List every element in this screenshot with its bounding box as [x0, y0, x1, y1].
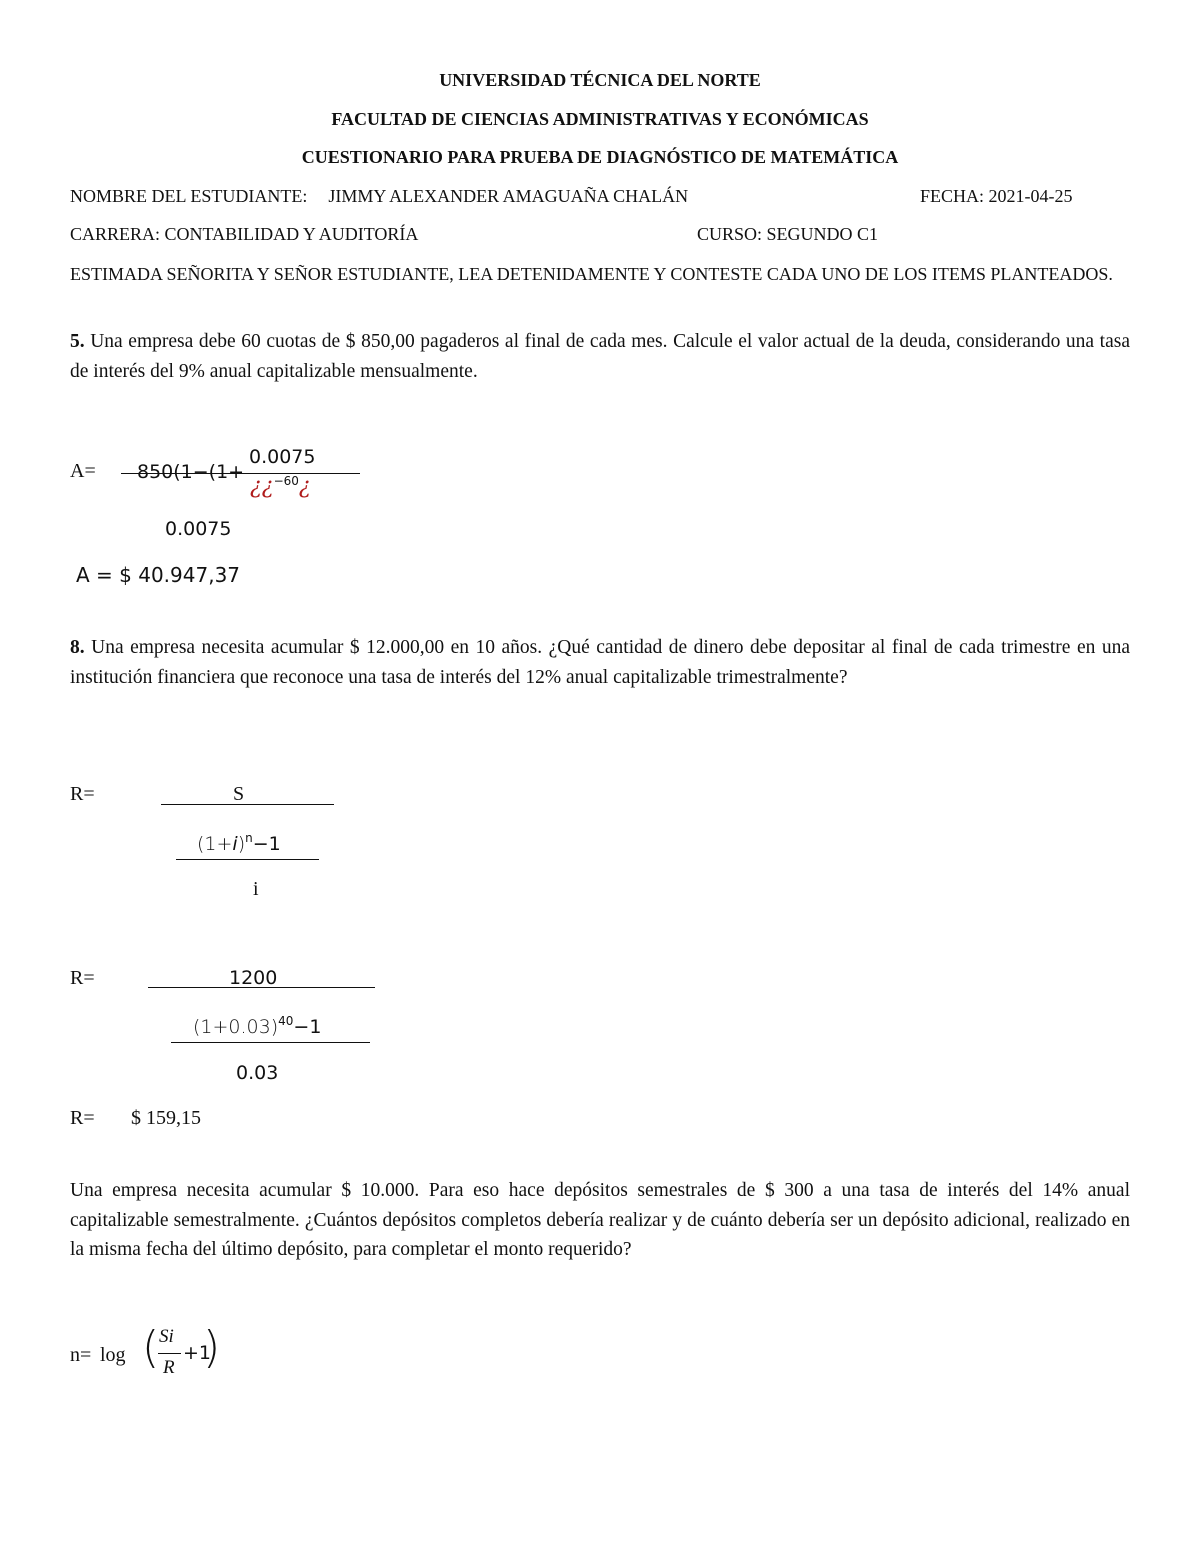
faculty-title: FACULTAD DE CIENCIAS ADMINISTRATIVAS Y ECONÓMICAS [331, 109, 869, 129]
q-last-frac-line [158, 1353, 181, 1354]
q-last-frac-num: Si [159, 1326, 174, 1347]
student-name-row [70, 186, 688, 207]
q8-sub-denominator [193, 1014, 321, 1038]
q8-den-close: ) [237, 833, 246, 855]
q8-sub-line-2 [171, 1042, 370, 1043]
q8-den-i: i [232, 833, 238, 855]
date-value: 2021-04-25 [988, 186, 1073, 206]
q5-red-glyph2: ¿ [298, 474, 311, 499]
q8-formula-label: R= [70, 783, 95, 805]
q5-red-glyphs: ¿¿ [250, 474, 274, 499]
question-8-number: 8. [70, 637, 85, 658]
q8-formula-line-1 [161, 804, 334, 805]
q5-denominator: 0.0075 [165, 518, 232, 540]
q8-formula-line-2 [176, 859, 319, 860]
q-last-log: log [100, 1344, 126, 1366]
q5-result: A = $ 40.947,37 [76, 563, 241, 587]
instructions: ESTIMADA SEÑORITA Y SEÑOR ESTUDIANTE, LEA DETENIDAMENTE Y CONTESTE CADA UNO DE LOS ITEMS PLANTEADOS. [70, 264, 1113, 284]
career-label: CARRERA: [70, 224, 161, 244]
question-last: Una empresa necesita acumular $ 10.000. Para eso hace depósitos semestrales de $ 300 a una tasa de interés del 14% anual capitalizable semestralmente. ¿Cuántos depósitos completos debería realizar y de cuánto debería ser un depósito adicional, realizado en la misma fecha del último depósito, para completar el monto requerido? [70, 1180, 1130, 1260]
q8-sub-numerator: 1200 [229, 967, 278, 989]
q-last-frac-den: R [163, 1357, 175, 1378]
q5-numerator: 850(1−(1+ [137, 461, 245, 483]
question-5 [70, 327, 1130, 386]
q8-formula-numerator: S [233, 783, 245, 805]
q-last-right-paren: ) [203, 1322, 221, 1373]
q8-result-value: $ 159,15 [131, 1107, 201, 1129]
date-label: FECHA: [920, 186, 985, 206]
q-last-label: n= [70, 1344, 92, 1366]
q8-sub-line-1 [148, 987, 375, 988]
course-label: CURSO: [697, 224, 763, 244]
q-last-plus-one: +1 [183, 1342, 212, 1364]
q8-formula-den-i: i [253, 878, 259, 900]
q5-fraction-line [121, 473, 360, 474]
course-value: SEGUNDO C1 [766, 224, 879, 244]
q8-den-right: −1 [252, 833, 281, 855]
q8-sub-den-right: −1 [293, 1016, 322, 1038]
student-name: JIMMY ALEXANDER AMAGUAÑA CHALÁN [328, 186, 689, 206]
university-title: UNIVERSIDAD TÉCNICA DEL NORTE [439, 70, 761, 90]
q-last-left-paren: ( [142, 1322, 160, 1373]
q8-den-exp: n [245, 831, 253, 845]
name-label: NOMBRE DEL ESTUDIANTE: [70, 186, 308, 206]
question-5-number: 5. [70, 331, 85, 352]
course-row [697, 224, 878, 245]
document-title: CUESTIONARIO PARA PRUEBA DE DIAGNÓSTICO DE MATEMÁTICA [301, 147, 899, 167]
career-value: CONTABILIDAD Y AUDITORÍA [164, 224, 419, 244]
q8-den-left: (1+ [197, 833, 233, 855]
q5-label: A= [70, 460, 96, 482]
q5-exponent: −60 [273, 474, 299, 488]
q8-sub-label: R= [70, 967, 95, 989]
question-8 [70, 633, 1130, 692]
q8-sub-den-exp: 40 [278, 1014, 294, 1028]
q8-sub-den2: 0.03 [236, 1062, 279, 1084]
q8-sub-den-left: (1+0.03) [193, 1016, 279, 1038]
question-8-text: Una empresa necesita acumular $ 12.000,00 en 10 años. ¿Qué cantidad de dinero debe depositar al final de cada trimestre en una institución financiera que reconoce una tasa de interés del 12% anual capitalizable trimestralmente? [70, 637, 1130, 688]
date-row [920, 186, 1073, 207]
q8-result-label: R= [70, 1107, 95, 1129]
q5-inner-denominator [250, 473, 311, 499]
career-row [70, 224, 418, 245]
q8-formula-denominator [197, 831, 281, 855]
question-5-text: Una empresa debe 60 cuotas de $ 850,00 pagaderos al final de cada mes. Calcule el valor actual de la deuda, considerando una tasa de interés del 9% anual capitalizable mensualmente. [70, 331, 1130, 382]
q5-inner-numerator: 0.0075 [249, 446, 316, 468]
